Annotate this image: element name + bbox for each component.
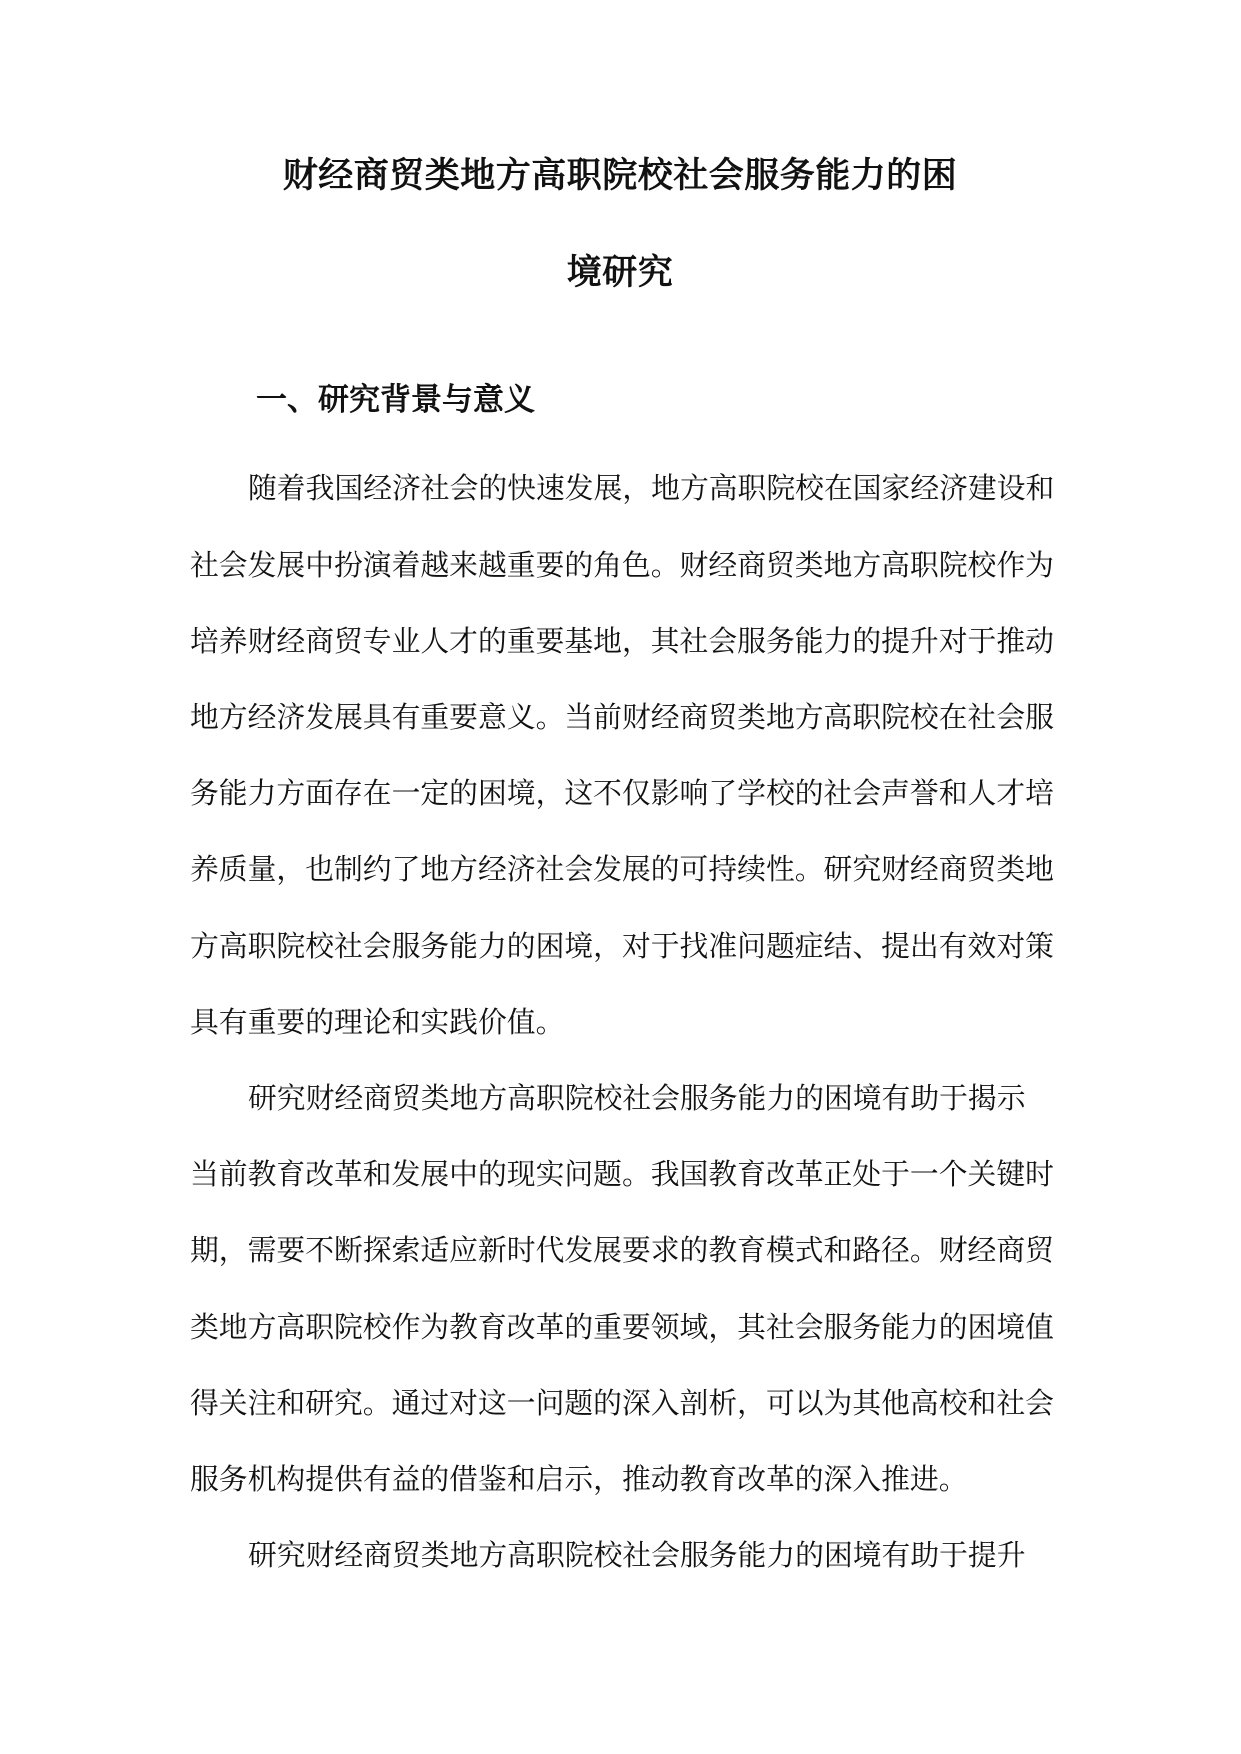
paragraph-2-line-2: 当前教育改革和发展中的现实问题。我国教育改革正处于一个关键时 (190, 1157, 1054, 1191)
paragraph-2-line-3: 期，需要不断探索适应新时代发展要求的教育模式和路径。财经商贸 (190, 1233, 1054, 1267)
paragraph-1-line-4: 地方经济发展具有重要意义。当前财经商贸类地方高职院校在社会服 (190, 700, 1054, 734)
paragraph-3-line-1: 研究财经商贸类地方高职院校社会服务能力的困境有助于提升 (248, 1538, 1026, 1572)
paragraph-2-line-4: 类地方高职院校作为教育改革的重要领域，其社会服务能力的困境值 (190, 1310, 1054, 1344)
paragraph-1-line-6: 养质量，也制约了地方经济社会发展的可持续性。研究财经商贸类地 (190, 852, 1054, 886)
paragraph-1-line-2: 社会发展中扮演着越来越重要的角色。财经商贸类地方高职院校作为 (190, 548, 1054, 582)
document-title-line-2: 境研究 (566, 253, 674, 293)
document-title-line-1: 财经商贸类地方高职院校社会服务能力的困 (282, 156, 958, 196)
section-heading: 一、研究背景与意义 (256, 382, 535, 418)
paragraph-2-line-1: 研究财经商贸类地方高职院校社会服务能力的困境有助于揭示 (248, 1081, 1026, 1115)
paragraph-2-line-5: 得关注和研究。通过对这一问题的深入剖析，可以为其他高校和社会 (190, 1386, 1054, 1420)
paragraph-1-line-8: 具有重要的理论和实践价值。 (190, 1005, 565, 1039)
paragraph-2-line-6: 服务机构提供有益的借鉴和启示，推动教育改革的深入推进。 (190, 1462, 968, 1496)
paragraph-1-line-3: 培养财经商贸专业人才的重要基地，其社会服务能力的提升对于推动 (190, 624, 1054, 658)
paragraph-1-line-7: 方高职院校社会服务能力的困境，对于找准问题症结、提出有效对策 (190, 929, 1054, 963)
paragraph-1-line-5: 务能力方面存在一定的困境，这不仅影响了学校的社会声誉和人才培 (190, 776, 1054, 810)
paragraph-1-line-1: 随着我国经济社会的快速发展，地方高职院校在国家经济建设和 (248, 471, 1055, 505)
